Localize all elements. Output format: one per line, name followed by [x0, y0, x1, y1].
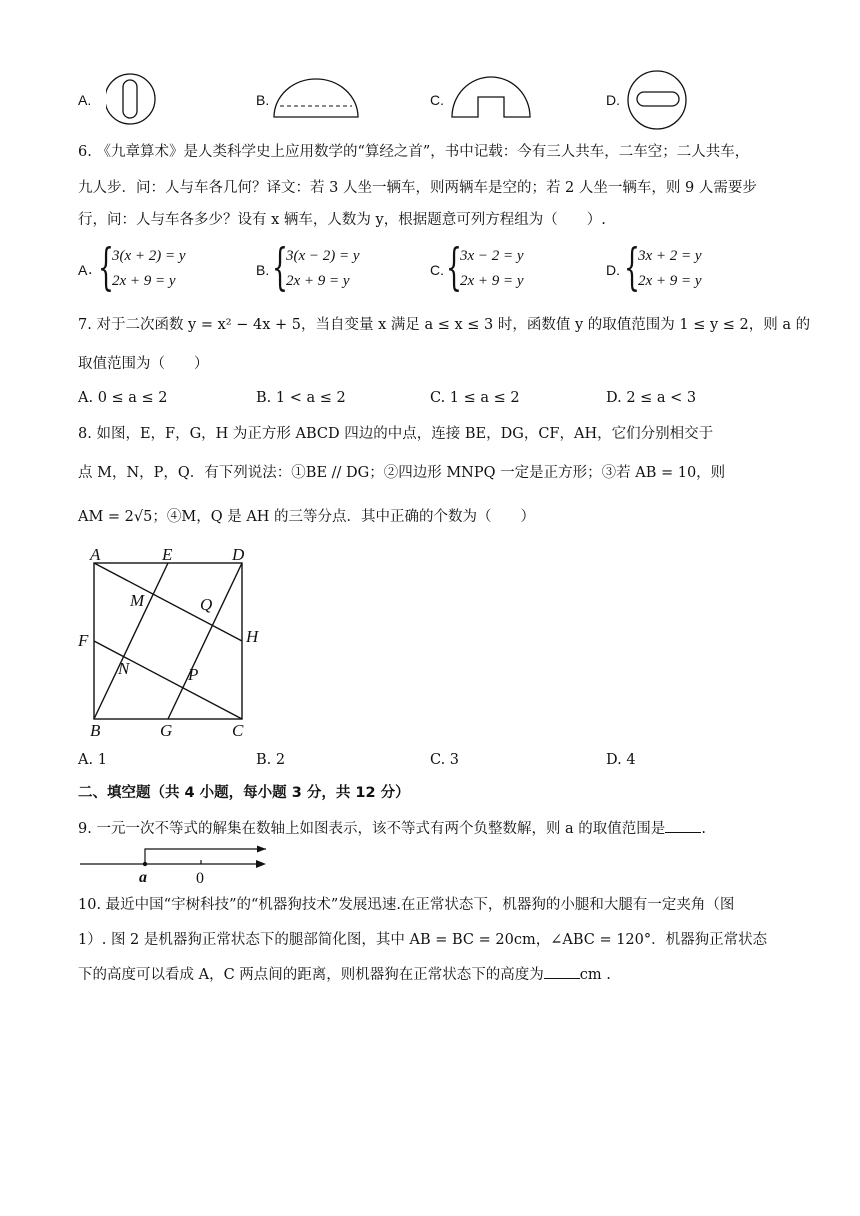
label-a: A [90, 545, 101, 564]
segment-be [94, 563, 168, 719]
label-q: Q [200, 595, 213, 614]
arrow-right-icon [257, 846, 266, 853]
q6-option-d-label: D. [606, 262, 620, 278]
q10-answer-blank[interactable] [544, 964, 580, 979]
q5-option-d-figure [624, 70, 692, 132]
q7-option-b: B. 1 < a ≤ 2 [256, 390, 346, 406]
q9-stem: 9. 一元一次不等式的解集在数轴上如图表示，该不等式有两个负整数解，则 a 的取值范围是 . [78, 818, 706, 839]
q8-stem-line3: AM = 2√5；④M，Q 是 AH 的三等分点．其中正确的个数为（ ） [78, 509, 536, 525]
q6-option-c-system: { 3x − 2 = y 2x + 9 = y [446, 238, 524, 296]
brace-icon: { [272, 238, 288, 296]
q5-option-a-label: A. [78, 92, 92, 108]
arrow-right-icon [256, 860, 266, 868]
q10-line2: 1）. 图 2 是机器狗正常状态下的腿部简化图，其中 AB = BC = 20cm，∠ABC = 120°．机器狗正常状态 [78, 932, 768, 948]
label-h: H [246, 627, 259, 646]
q8-stem-line2: 点 M，N，P，Q．有下列说法：①BE // DG；②四边形 MNPQ 一定是正方形；③若 AB = 10，则 [78, 465, 726, 481]
label-e: E [162, 545, 173, 564]
q6-option-b-label: B. [256, 262, 270, 278]
q10-line1: 10. 最近中国“宇树科技”的“机器狗技术”发展迅速.在正常状态下，机器狗的小腿和大腿有一定夹角（图 [78, 897, 735, 913]
axis-label-zero: 0 [196, 870, 204, 886]
q7-option-d: D. 2 ≤ a < 3 [606, 390, 697, 406]
q8-stem-line1: 8. 如图，E，F，G，H 为正方形 ABCD 四边的中点，连接 BE，DG，CF，AH，它们分别相交于 [78, 426, 714, 442]
q9-answer-blank[interactable] [665, 818, 701, 833]
q7-option-c: C. 1 ≤ a ≤ 2 [430, 390, 520, 406]
q7-stem-line2: 取值范围为（ ） [78, 356, 209, 372]
label-b: B [90, 721, 101, 738]
q5-option-d-label: D. [606, 92, 620, 108]
label-f: F [78, 631, 89, 650]
label-c: C [232, 721, 244, 738]
label-n: N [118, 659, 130, 678]
label-g: G [160, 721, 173, 738]
axis-label-a: a [139, 869, 147, 886]
q5-option-b-label: B. [256, 92, 270, 108]
q6-option-d-system: { 3x + 2 = y 2x + 9 = y [624, 238, 702, 296]
q6-option-c-label: C. [430, 262, 444, 278]
brace-icon: { [446, 238, 462, 296]
segment-dg [168, 563, 242, 719]
segment-ah [94, 563, 242, 641]
solution-set-ray [145, 849, 266, 864]
q5-option-b-figure [270, 76, 362, 120]
section-2-heading: 二、填空题（共 4 小题，每小题 3 分，共 12 分） [78, 785, 410, 801]
q6-option-a-system: { 3(x + 2) = y 2x + 9 = y [98, 238, 186, 296]
q10-line3: 下的高度可以看成 A，C 两点间的距离，则机器狗在正常状态下的高度为 cm . [78, 964, 611, 985]
q5-option-c-label: C. [430, 92, 444, 108]
label-p: P [188, 665, 199, 684]
q6-stem-line2: 九人步．问：人与车各几何？译文：若 3 人坐一辆车，则两辆车是空的；若 2 人坐一辆车，则 9 人需要步 [78, 180, 757, 196]
q8-option-c: C. 3 [430, 752, 460, 768]
q6-option-a-label: A [78, 262, 88, 278]
label-d: D [232, 545, 245, 564]
q5-option-a-figure [106, 70, 166, 130]
q6-stem-line3: 行，问：人与车各多少？设有 x 辆车，人数为 y，根据题意可列方程组为（ ）. [78, 212, 606, 228]
q8-square-figure [72, 540, 272, 738]
q7-stem-line1: 7. 对于二次函数 y = x² − 4x + 5，当自变量 x 满足 a ≤ x ≤ 3 时，函数值 y 的取值范围为 1 ≤ y ≤ 2，则 a 的 [78, 317, 811, 333]
label-m: M [130, 591, 145, 610]
q6-stem-line1: 6. 《九章算术》是人类科学史上应用数学的“算经之首”，书中记载：今有三人共车，二车空；二人共车， [78, 144, 750, 160]
q6-option-b-system: { 3(x − 2) = y 2x + 9 = y [272, 238, 360, 296]
q9-number-line [74, 842, 274, 886]
brace-icon: { [98, 238, 114, 296]
q7-option-a: A. 0 ≤ a ≤ 2 [78, 390, 168, 406]
closed-dot-a [143, 862, 147, 866]
q8-option-b: B. 2 [256, 752, 286, 768]
brace-icon: { [624, 238, 640, 296]
segment-cf [94, 641, 242, 719]
q8-option-d: D. 4 [606, 752, 636, 768]
q5-option-c-figure [448, 72, 534, 120]
q8-option-a: A. 1 [78, 752, 107, 768]
square-abcd [94, 563, 242, 719]
